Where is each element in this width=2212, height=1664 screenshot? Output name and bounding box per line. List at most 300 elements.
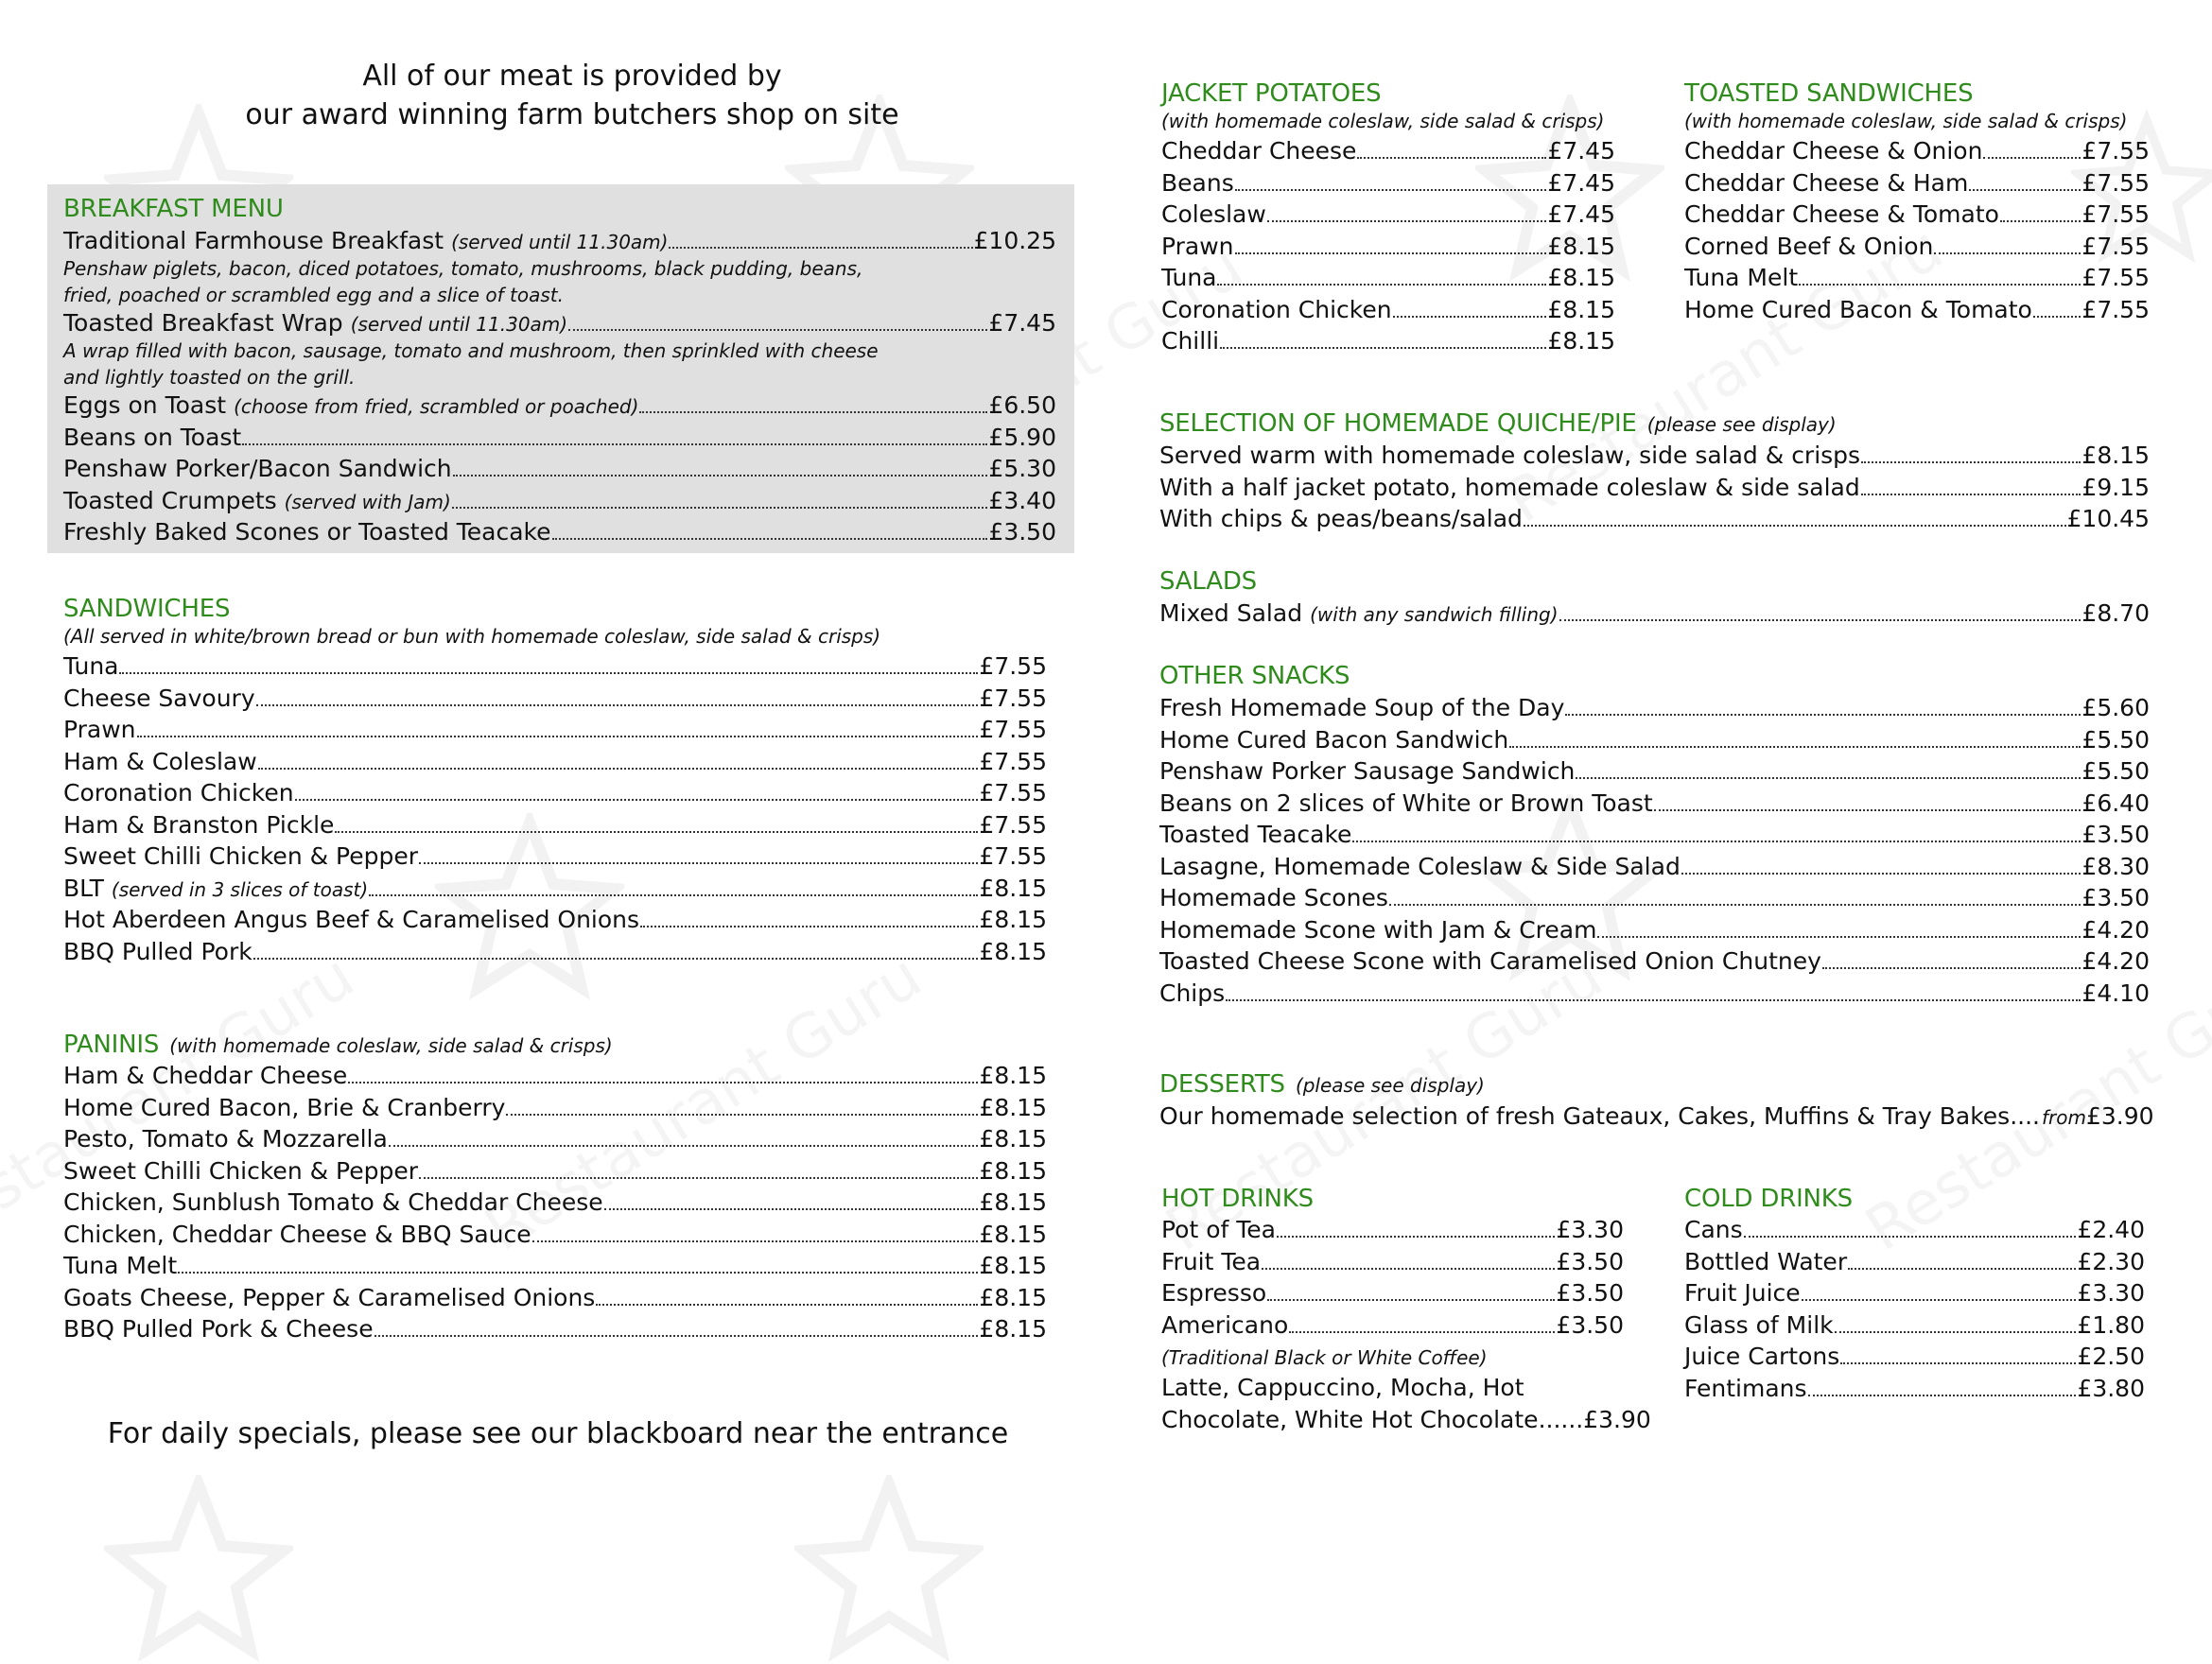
dot-leader [335, 831, 978, 833]
item-name: BLT [63, 874, 104, 902]
list-item [63, 873, 1047, 905]
item-price: £3.90 [2085, 1102, 2154, 1130]
item-price: £7.55 [2081, 168, 2150, 197]
salads-heading: SALADS [1159, 567, 1257, 596]
list-item [1161, 294, 1615, 326]
list-item [63, 777, 1047, 809]
breakfast-item [63, 225, 1056, 257]
dot-leader [419, 1177, 978, 1179]
item-name: Chilli [1161, 327, 1220, 355]
quiche-list [1159, 440, 2150, 535]
item-name: Prawn [63, 716, 136, 743]
item-price: £8.15 [979, 1283, 1047, 1311]
list-item [63, 1250, 1047, 1282]
dot-leader [532, 1240, 979, 1242]
list-item [1159, 755, 2150, 788]
item-price: £8.70 [2081, 599, 2150, 627]
list-item [1684, 262, 2150, 294]
item-price: £3.30 [2077, 1279, 2145, 1307]
item-price: £3.80 [2077, 1374, 2145, 1402]
item-name: Tuna Melt [63, 1252, 178, 1279]
item-price: £3.90 [1583, 1406, 1651, 1433]
list-item [1684, 167, 2150, 199]
list-item [1159, 978, 2150, 1010]
salads-list [1159, 598, 2150, 630]
list-item [1159, 945, 2150, 978]
watermark-logo-icon [794, 1475, 984, 1664]
hot-drinks-heading: HOT DRINKS [1161, 1185, 1314, 1213]
list-item [63, 1219, 1047, 1251]
dot-leader [1559, 619, 2081, 621]
jacket-potatoes-list [1161, 135, 1615, 357]
item-name: Tuna [63, 652, 119, 680]
item-name: Toasted Crumpets [63, 486, 277, 514]
dot-leader [1217, 284, 1546, 286]
dot-leader [453, 475, 988, 477]
dot-leader [1802, 1299, 2077, 1301]
item-price: £10.25 [973, 227, 1056, 254]
item-name: Chocolate, White Hot Chocolate [1161, 1406, 1539, 1433]
list-item [63, 453, 1056, 485]
list-item [63, 650, 1047, 683]
item-name: Chips [1159, 979, 1226, 1007]
list-item [63, 1092, 1047, 1124]
list-item [63, 1155, 1047, 1187]
item-name: Mixed Salad [1159, 599, 1303, 627]
item-note: (choose from fried, scrambled or poached) [234, 395, 639, 418]
item-name: Americano [1161, 1310, 1289, 1339]
item-price: £10.45 [2066, 505, 2150, 532]
item-name: Homemade Scones [1159, 884, 1388, 911]
item-price: £8.15 [1547, 295, 1615, 323]
item-name: Corned Beef & Onion [1684, 232, 1934, 260]
list-item [1159, 788, 2150, 820]
dot-leader [1861, 461, 2081, 463]
list-item [1684, 231, 2150, 263]
item-name: Cheddar Cheese & Ham [1684, 168, 1969, 197]
list-item [1161, 1214, 1624, 1246]
item-name: Fresh Homemade Soup of the Day [1159, 694, 1565, 721]
hot-drinks-list [1161, 1214, 1624, 1341]
item-price: £7.55 [2081, 295, 2150, 323]
item-name: Our homemade selection of fresh Gateaux, Cakes, Muffins & Tray Bakes.... [1159, 1102, 2040, 1130]
list-item [63, 1060, 1047, 1092]
item-price: £7.45 [1547, 137, 1615, 165]
sandwiches-list [63, 650, 1047, 967]
latte-line-2 [1161, 1404, 1651, 1436]
dot-leader [1524, 525, 2066, 527]
item-name: Cheddar Cheese [1161, 137, 1357, 165]
item-name: Served warm with homemade coleslaw, side salad & crisps [1159, 442, 1861, 469]
desserts-item [1159, 1101, 2154, 1133]
item-name: Juice Cartons [1684, 1343, 1840, 1370]
dot-leader [1393, 316, 1547, 318]
item-name: Penshaw Porker Sausage Sandwich [1159, 757, 1576, 785]
list-item [1159, 724, 2150, 756]
item-price: £6.50 [988, 391, 1056, 419]
list-item [63, 485, 1056, 517]
item-price: £8.15 [979, 1188, 1047, 1216]
item-name: Coleslaw [1161, 200, 1266, 228]
list-item [1159, 819, 2150, 851]
item-price: £2.40 [2077, 1216, 2145, 1243]
dot-leader [1969, 189, 2081, 191]
item-name: Home Cured Bacon & Tomato [1684, 295, 2032, 323]
item-name: Toasted Breakfast Wrap [63, 309, 343, 337]
item-note: (served until 11.30am) [451, 231, 669, 253]
list-item [1159, 503, 2150, 535]
dot-leader [1983, 157, 2081, 159]
dot-leader [1799, 284, 2081, 286]
breakfast-list [63, 390, 1056, 548]
description-line: and lightly toasted on the grill. [63, 366, 356, 389]
item-name: With chips & peas/beans/salad [1159, 505, 1523, 532]
dot-leader [1848, 1268, 2076, 1270]
item-price: £7.55 [2081, 264, 2150, 291]
daily-specials-note: For daily specials, please see our blackboard near the entrance [107, 1417, 1009, 1450]
list-item [1161, 199, 1615, 231]
desserts-header [1159, 1068, 1485, 1101]
dot-leader [1808, 1395, 2077, 1396]
item-price: £8.15 [979, 906, 1047, 933]
dot-leader [1235, 252, 1547, 254]
list-item [1161, 231, 1615, 263]
item-price: £7.55 [979, 842, 1047, 870]
item-name: Cheese Savoury [63, 684, 255, 712]
breakfast-item [63, 307, 1056, 339]
item-note: (served until 11.30am) [350, 313, 568, 336]
item-name: Penshaw Porker/Bacon Sandwich [63, 455, 452, 482]
item-price: £5.60 [2081, 694, 2150, 721]
item-name: Tuna Melt [1684, 264, 1799, 291]
desserts-heading-note: (please see display) [1295, 1074, 1485, 1097]
dot-leader [669, 247, 972, 249]
item-price: £6.40 [2081, 789, 2150, 817]
item-price: £8.15 [979, 1315, 1047, 1343]
item-name: Fentimans [1684, 1374, 1807, 1402]
list-item [1684, 294, 2150, 326]
paninis-heading: PANINIS [63, 1031, 160, 1059]
list-item [1161, 325, 1615, 357]
jacket-potatoes-subheading: (with homemade coleslaw, side salad & crisps) [1161, 110, 1605, 132]
item-price: £8.15 [979, 874, 1047, 902]
list-item [63, 422, 1056, 454]
item-note: (served with Jam) [284, 490, 451, 513]
paninis-list [63, 1060, 1047, 1345]
dot-leader [242, 443, 987, 445]
dot-leader [1226, 999, 2081, 1001]
item-price: £8.15 [979, 1252, 1047, 1279]
dot-leader [2000, 220, 2081, 222]
dot-leader [1235, 189, 1547, 191]
list-item [1161, 262, 1615, 294]
item-name: Lasagne, Homemade Coleslaw & Side Salad [1159, 852, 1681, 880]
dot-leader [374, 1335, 979, 1337]
item-price: £3.50 [1556, 1279, 1624, 1307]
item-price: £7.55 [979, 716, 1047, 743]
item-name: Pot of Tea [1161, 1216, 1276, 1243]
item-price: £8.15 [979, 1220, 1047, 1248]
dot-leader [253, 958, 979, 960]
sandwiches-heading: SANDWICHES [63, 595, 231, 623]
list-item [63, 683, 1047, 715]
item-name: BBQ Pulled Pork [63, 937, 253, 965]
dot-leader [1654, 809, 2081, 811]
dot-leader [452, 507, 988, 509]
dot-leader [1267, 220, 1547, 222]
sandwiches-subheading: (All served in white/brown bread or bun with homemade coleslaw, side salad & crisps) [63, 625, 881, 648]
item-name: Goats Cheese, Pepper & Caramelised Onions [63, 1283, 596, 1311]
list-item [63, 1282, 1047, 1314]
item-name: Beans on Toast [63, 423, 242, 451]
dot-leader: ...... [1538, 1406, 1584, 1433]
item-price: £8.15 [1547, 264, 1615, 291]
jacket-potatoes-heading: JACKET POTATOES [1161, 79, 1382, 108]
dot-leader [604, 1208, 979, 1210]
item-name: Sweet Chilli Chicken & Pepper [63, 1156, 419, 1185]
list-item [1159, 598, 2150, 630]
intro-line-1: All of our meat is provided by [362, 60, 782, 93]
toasted-sandwiches-subheading: (with homemade coleslaw, side salad & crisps) [1684, 110, 2128, 132]
list-item [1684, 199, 2150, 231]
item-price: £8.15 [1547, 327, 1615, 355]
item-price: £4.20 [2081, 947, 2150, 975]
item-price: £7.55 [2081, 200, 2150, 228]
list-item [1159, 851, 2150, 883]
item-price: £7.45 [1547, 168, 1615, 197]
paninis-header [63, 1029, 613, 1061]
latte-line-1: Latte, Cappuccino, Mocha, Hot [1161, 1374, 1524, 1401]
toasted-sandwiches-list [1684, 135, 2150, 325]
item-name: Freshly Baked Scones or Toasted Teacake [63, 518, 551, 546]
dot-leader [568, 329, 987, 331]
list-item [1684, 1214, 2145, 1246]
list-item [1684, 1246, 2145, 1278]
item-price: £1.80 [2077, 1310, 2145, 1339]
list-item [1161, 1246, 1624, 1278]
item-price: £8.15 [979, 1125, 1047, 1153]
dot-leader [258, 768, 979, 770]
item-name: Espresso [1161, 1279, 1267, 1307]
dot-leader [1822, 967, 2081, 969]
item-name: Home Cured Bacon Sandwich [1159, 725, 1509, 754]
toasted-sandwiches-heading: TOASTED SANDWICHES [1684, 79, 1974, 108]
item-name: Eggs on Toast [63, 391, 227, 419]
desserts-heading: DESSERTS [1159, 1070, 1285, 1099]
dot-leader [506, 1114, 978, 1116]
list-item [1684, 1309, 2145, 1342]
paninis-subheading: (with homemade coleslaw, side salad & crisps) [169, 1034, 613, 1057]
item-price: £8.15 [979, 1156, 1047, 1185]
dot-leader [596, 1304, 978, 1306]
dot-leader [1352, 841, 2081, 842]
item-price: £4.20 [2081, 915, 2150, 944]
dot-leader [1744, 1236, 2077, 1238]
dot-leader [1861, 494, 2081, 495]
item-price: £7.55 [979, 652, 1047, 680]
list-item [1159, 472, 2150, 504]
dot-leader [1681, 873, 2081, 875]
coffee-note: (Traditional Black or White Coffee) [1161, 1346, 1488, 1369]
list-item [1161, 1277, 1624, 1309]
breakfast-description [63, 255, 862, 308]
item-note: from [2042, 1106, 2086, 1129]
item-note: (served in 3 slices of toast) [111, 877, 369, 901]
item-price: £3.50 [1556, 1310, 1624, 1339]
item-price: £7.55 [2081, 137, 2150, 165]
item-name: Bottled Water [1684, 1247, 1848, 1275]
dot-leader [369, 894, 978, 896]
item-name: Tuna [1161, 264, 1217, 291]
dot-leader [640, 926, 978, 927]
item-name: Homemade Scone with Jam & Cream [1159, 915, 1597, 944]
list-item [1159, 440, 2150, 472]
quiche-heading-note: (please see display) [1646, 413, 1837, 436]
item-name: Ham & Branston Pickle [63, 810, 335, 839]
list-item [63, 1187, 1047, 1219]
dot-leader [348, 1082, 978, 1083]
item-price: £3.50 [2081, 821, 2150, 848]
dot-leader [178, 1272, 978, 1274]
list-item [1684, 1277, 2145, 1309]
item-price: £7.55 [979, 810, 1047, 839]
dot-leader [1267, 1299, 1555, 1301]
dot-leader [552, 538, 988, 540]
item-price: £5.30 [988, 455, 1056, 482]
list-item [63, 1123, 1047, 1155]
item-price: £8.15 [979, 1062, 1047, 1089]
item-price: £2.50 [2077, 1343, 2145, 1370]
dot-leader [256, 704, 979, 706]
dot-leader [1835, 1331, 2077, 1333]
dot-leader [1220, 347, 1546, 349]
cold-drinks-list [1684, 1214, 2145, 1404]
list-item [63, 516, 1056, 548]
intro-line-2: our award winning farm butchers shop on site [245, 98, 899, 131]
dot-leader [2033, 316, 2081, 318]
watermark-logo-icon [104, 1475, 293, 1664]
item-price: £7.55 [979, 747, 1047, 775]
item-price: £3.50 [1556, 1247, 1624, 1275]
item-price: £7.55 [979, 779, 1047, 806]
item-price: £8.15 [979, 937, 1047, 965]
item-name: Home Cured Bacon, Brie & Cranberry [63, 1093, 506, 1121]
item-name: With a half jacket potato, homemade coleslaw & side salad [1159, 473, 1860, 501]
item-price: £8.30 [2081, 852, 2150, 880]
list-item [1684, 1341, 2145, 1373]
item-name: Beans on 2 slices of White or Brown Toast [1159, 789, 1653, 817]
item-name: Chicken, Sunblush Tomato & Cheddar Cheese [63, 1188, 603, 1216]
dot-leader [119, 672, 978, 674]
item-name: Ham & Cheddar Cheese [63, 1062, 348, 1089]
dot-leader [1934, 252, 2081, 254]
list-item [63, 390, 1056, 422]
dot-leader [1289, 1331, 1555, 1333]
item-name: Glass of Milk [1684, 1310, 1834, 1339]
list-item [63, 936, 1047, 968]
list-item [1684, 1373, 2145, 1405]
list-item [1159, 692, 2150, 724]
dot-leader [1277, 1236, 1555, 1238]
description-line: A wrap filled with bacon, sausage, tomato and mushroom, then sprinkled with cheese [63, 339, 879, 362]
list-item [63, 1313, 1047, 1345]
dot-leader [1509, 746, 2081, 748]
item-name: Beans [1161, 168, 1234, 197]
dot-leader [419, 862, 978, 864]
item-name: Pesto, Tomato & Mozzarella [63, 1125, 388, 1153]
list-item [1159, 914, 2150, 946]
item-price: £3.40 [988, 486, 1056, 514]
intro-text [47, 57, 1097, 134]
description-line: Penshaw piglets, bacon, diced potatoes, tomato, mushrooms, black pudding, beans, [63, 257, 863, 280]
item-price: £8.15 [979, 1093, 1047, 1121]
breakfast-description [63, 338, 879, 390]
cold-drinks-heading: COLD DRINKS [1684, 1185, 1853, 1213]
list-item [63, 904, 1047, 936]
list-item [1684, 135, 2150, 167]
item-name: Cheddar Cheese & Onion [1684, 137, 1983, 165]
item-name: Chicken, Cheddar Cheese & BBQ Sauce [63, 1220, 531, 1248]
dot-leader [389, 1145, 979, 1147]
item-note: (with any sandwich filling) [1310, 603, 1559, 626]
dot-leader [1389, 904, 2081, 906]
dot-leader [137, 736, 979, 737]
item-name: Hot Aberdeen Angus Beef & Caramelised Onions [63, 906, 640, 933]
item-price: £4.10 [2081, 979, 2150, 1007]
item-name: Cans [1684, 1216, 1743, 1243]
quiche-header [1159, 407, 1837, 440]
dot-leader [639, 411, 987, 413]
item-price: £5.90 [988, 423, 1056, 451]
dot-leader [1576, 777, 2081, 779]
item-name: Coronation Chicken [1161, 295, 1392, 323]
item-price: £7.45 [1547, 200, 1615, 228]
description-line: fried, poached or scrambled egg and a slice of toast. [63, 284, 564, 306]
list-item [63, 809, 1047, 841]
item-price: £7.55 [979, 684, 1047, 712]
item-price: £2.30 [2077, 1247, 2145, 1275]
quiche-heading: SELECTION OF HOMEMADE QUICHE/PIE [1159, 409, 1637, 438]
list-item [63, 746, 1047, 778]
item-price: £7.45 [988, 309, 1056, 337]
list-item [1159, 882, 2150, 914]
item-name: Traditional Farmhouse Breakfast [63, 227, 444, 254]
item-price: £8.15 [2081, 442, 2150, 469]
item-name: Sweet Chilli Chicken & Pepper [63, 842, 419, 870]
item-price: £9.15 [2081, 473, 2150, 501]
item-name: Toasted Cheese Scone with Caramelised Onion Chutney [1159, 947, 1821, 975]
dot-leader [295, 799, 979, 801]
list-item [1161, 1309, 1624, 1342]
item-price: £5.50 [2081, 725, 2150, 754]
dot-leader [1262, 1268, 1555, 1270]
item-price: £3.50 [988, 518, 1056, 546]
breakfast-heading: BREAKFAST MENU [63, 195, 284, 223]
other-snacks-list [1159, 692, 2150, 1009]
list-item [1161, 135, 1615, 167]
list-item [63, 714, 1047, 746]
dot-leader [1565, 714, 2081, 716]
item-price: £8.15 [1547, 232, 1615, 260]
item-name: BBQ Pulled Pork & Cheese [63, 1315, 374, 1343]
item-name: Fruit Tea [1161, 1247, 1262, 1275]
item-price: £3.30 [1556, 1216, 1624, 1243]
item-name: Cheddar Cheese & Tomato [1684, 200, 1999, 228]
dot-leader [1357, 157, 1546, 159]
item-name: Coronation Chicken [63, 779, 294, 806]
item-name: Ham & Coleslaw [63, 747, 257, 775]
item-name: Toasted Teacake [1159, 821, 1352, 848]
